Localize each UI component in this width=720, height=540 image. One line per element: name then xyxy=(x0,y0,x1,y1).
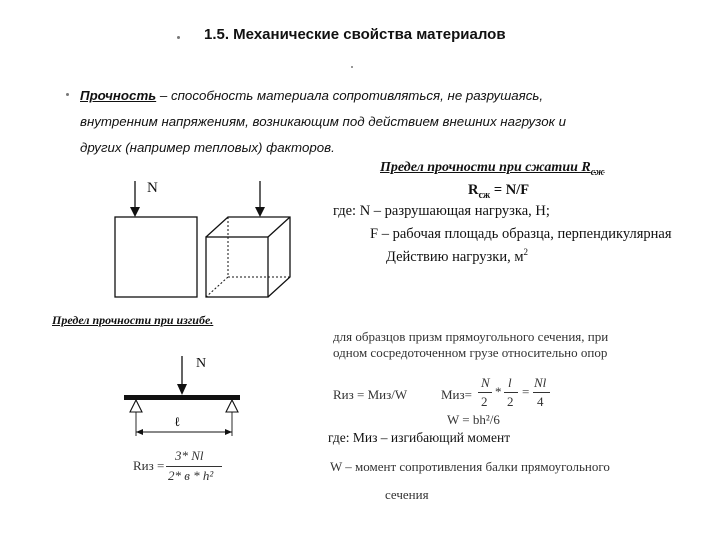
bending-force-label: N xyxy=(196,356,207,371)
definition-term: Прочность xyxy=(80,88,157,103)
compression-force-label: N xyxy=(147,180,158,196)
definition-paragraph xyxy=(80,83,680,161)
left-support xyxy=(130,400,142,412)
definition-line1: – способность материала сопротивляться, не разрушаясь, xyxy=(156,88,544,103)
compression-where-f2: Действию нагрузки, $м^2$ xyxy=(386,247,529,265)
compression-where-f: F – рабочая площадь образца, перпендикулярная xyxy=(370,226,672,242)
bending-r-fraction: 3* Nl 2* в * h² xyxy=(166,444,224,486)
compression-diagram xyxy=(110,175,310,305)
title-dot xyxy=(351,66,353,68)
bending-where-w: W – момент сопротивления балки прямоугольного xyxy=(330,459,610,474)
bending-span-label: ℓ xyxy=(174,414,181,429)
slide-title: 1.5. Механические свойства материалов xyxy=(204,26,506,43)
title-bullet xyxy=(177,36,180,39)
beam xyxy=(124,395,240,400)
compression-heading: Предел прочности при сжатии $R_{сж}$ xyxy=(380,160,605,178)
compression-formula: $R_{сж} = N/F$ xyxy=(468,182,530,201)
definition-bullet xyxy=(66,93,69,96)
definition-line3: других (например тепловых) факторов. xyxy=(80,140,335,155)
bending-heading: Предел прочности при изгибе. xyxy=(52,313,214,327)
bending-where-w2: сечения xyxy=(385,487,429,502)
compression-specimen-front xyxy=(115,217,197,297)
bending-r-label: Rиз = xyxy=(133,458,165,473)
right-support xyxy=(226,400,238,412)
bending-desc-line2: одном сосредоточенном грузе относительно опор xyxy=(333,345,608,360)
bending-r-formula: Rиз = Миз/W xyxy=(333,387,408,402)
bending-m-fraction: N 2 * l 2 = Nl 4 xyxy=(478,372,550,412)
bending-w-formula: W = bh²/6 xyxy=(447,412,500,427)
compression-where-n: где: N – разрушающая нагрузка, Н; xyxy=(333,203,550,219)
definition-line2: внутренним напряжениям, возникающим под действием внешних нагрузок и xyxy=(80,114,566,129)
bending-m-label: Миз= xyxy=(441,387,472,402)
bending-beam-diagram xyxy=(118,350,248,440)
compression-specimen-3d xyxy=(206,217,290,297)
bending-where-m: где: Миз – изгибающий момент xyxy=(328,430,511,445)
bending-desc-line1: для образцов призм прямоугольного сечения, при xyxy=(333,329,609,344)
